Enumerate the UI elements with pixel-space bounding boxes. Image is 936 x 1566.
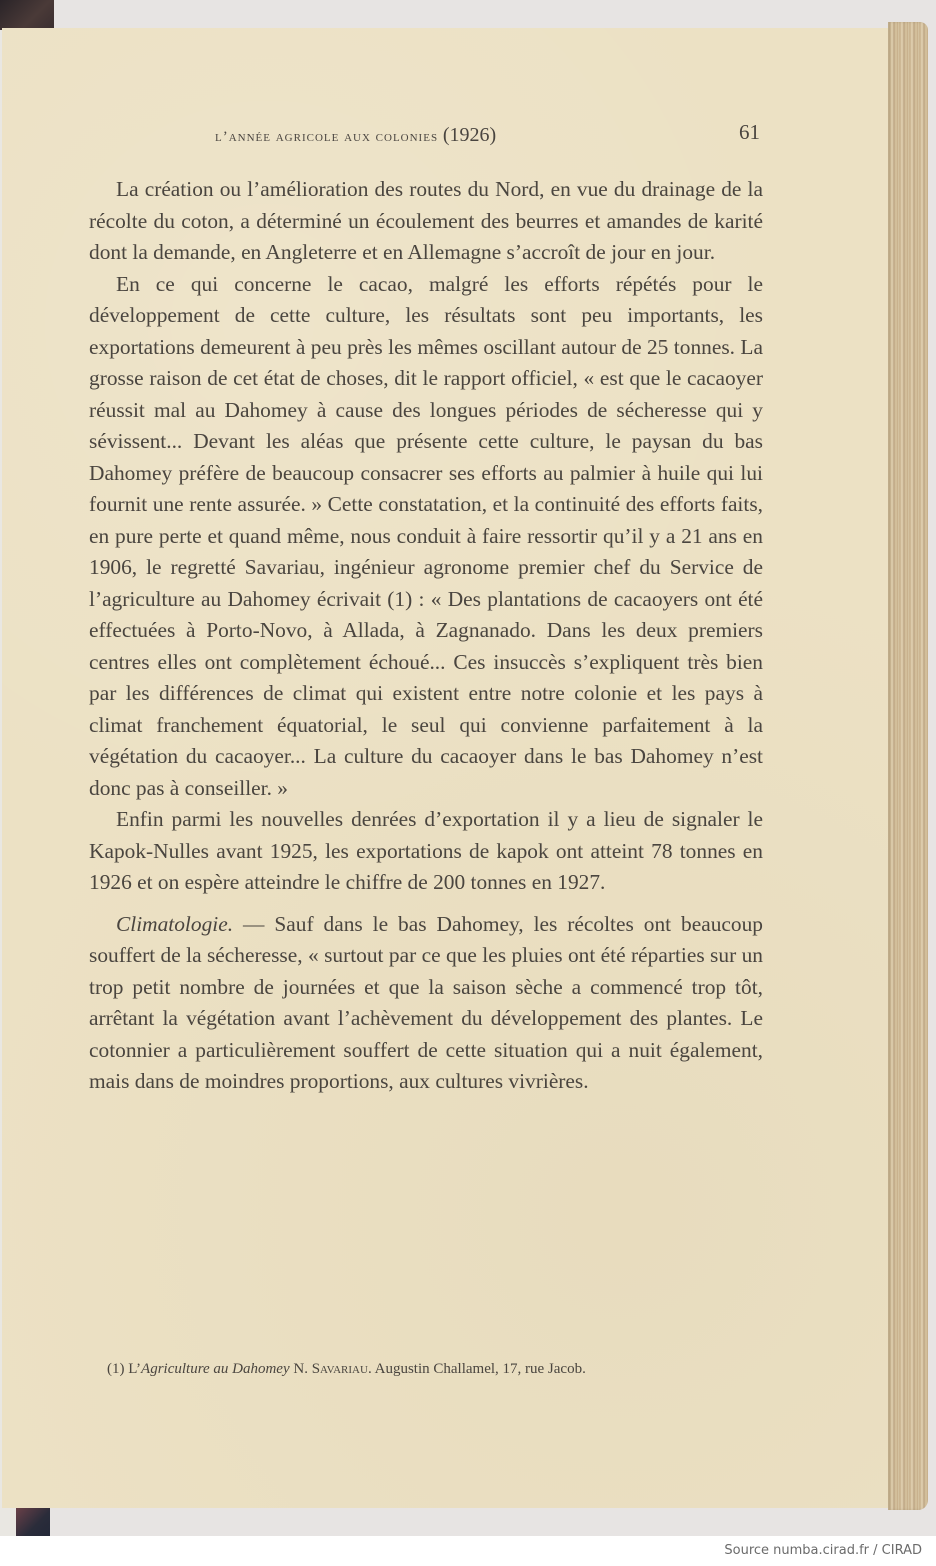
page-header: [215, 120, 760, 154]
body-text: [89, 174, 763, 1098]
running-title-text: l’année agricole aux colonies: [215, 129, 439, 145]
page-edge-stack: [888, 22, 928, 1510]
paragraph-cacao: En ce qui concerne le cacao, malgré les efforts répétés pour le développement de cette culture, les résultats sont peu importants, les exportations demeurent à peu près les mêmes oscillant autour de 25 tonnes. La grosse raison de cet état de choses, dit le rapport officiel, « est que le cacaoyer réussit mal au Dahomey à cause des longues périodes de sécheresse qui y sévissent... Devant les aléas que présente cette culture, le paysan du bas Dahomey préfère de beaucoup consacrer ses efforts au palmier à huile qui lui fournit une rente assurée. » Cette constatation, et la continuité des efforts faits, en pure perte et quand même, nous conduit à faire ressortir qu’il y a 21 ans en 1906, le regretté Savariau, ingénieur agronome premier chef du Service de l’agriculture au Dahomey écrivait (1) : « Des plantations de cacaoyers ont été effectuées à Porto-Novo, à Allada, à Zagnanado. Dans les deux premiers centres elles ont complètement échoué... Ces insuccès s’expliquent très bien par les différences de climat qui existent entre notre colonie et les pays à climat franchement équatorial, le seul qui convienne parfaitement à la végétation du cacaoyer... La culture du cacaoyer dans le bas Dahomey n’est donc pas à conseiller. »: [89, 271, 763, 800]
paragraph-kapok: Enfin parmi les nouvelles denrées d’exportation il y a lieu de signaler le Kapok-Nulles avant 1925, les exportations de kapok ont atteint 78 tonnes en 1926 et on espère atteindre le chiffre de 200 tonnes en 1927.: [89, 807, 763, 894]
source-credit: Source numba.cirad.fr / CIRAD: [724, 1543, 922, 1558]
footnote-publisher: . Augustin Challamel, 17, rue Jacob.: [367, 1361, 586, 1377]
footnote-author: Savariau: [311, 1361, 368, 1377]
footnote-title: Agriculture au Dahomey: [141, 1361, 290, 1377]
footnote: [89, 1360, 763, 1378]
paragraph-climatologie-text: — Sauf dans le bas Dahomey, les récoltes ont beaucoup souffert de la sécheresse, « surtout par ce que les pluies ont été réparties sur un trop petit nombre de journées et que la saison sèche a commencé trop tôt, arrêtant la végétation avant l’achèvement du développement des plantes. Le cotonnier a particulièrement souffert de cette situation qui a nuit également, mais dans de moindres proportions, aux cultures vivrières.: [89, 911, 763, 1093]
paragraph-karite: La création ou l’amélioration des routes du Nord, en vue du drainage de la récolte du coton, a déterminé un écoulement des beurres et amandes de karité dont la demande, en Angleterre et en Allemagne s’accroît de jour en jour.: [89, 177, 763, 264]
footnote-initial: N.: [289, 1361, 312, 1377]
footnote-marker: (1) L’: [107, 1361, 142, 1377]
running-title-year: (1926): [442, 124, 497, 146]
scan-corner-bottom-left: [16, 1508, 50, 1536]
paragraph-climatologie: [89, 909, 763, 1098]
page-number: 61: [739, 120, 760, 144]
running-title: [215, 124, 496, 147]
section-lead-climatologie: Climatologie.: [116, 911, 234, 936]
scan-corner-top-left: [0, 0, 54, 30]
